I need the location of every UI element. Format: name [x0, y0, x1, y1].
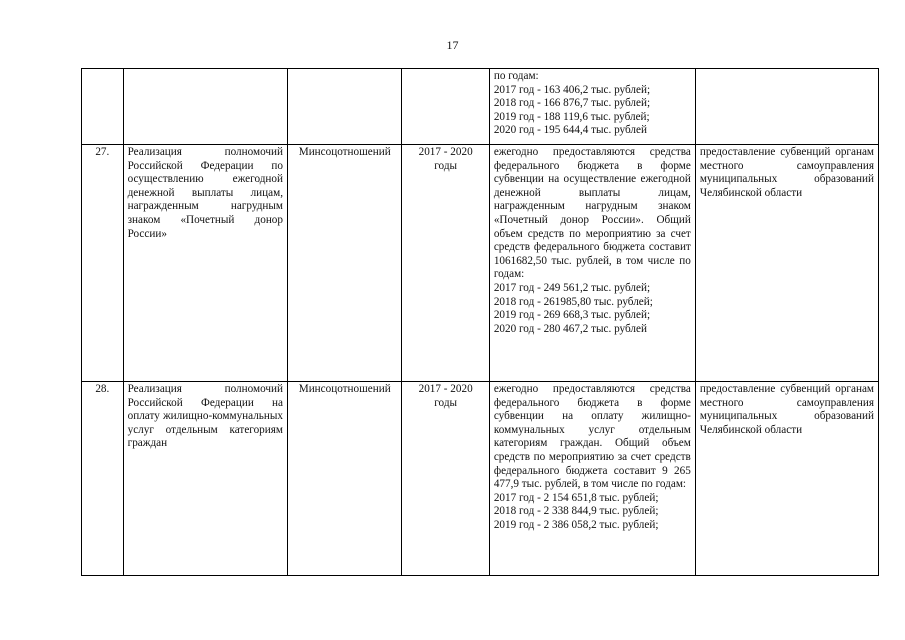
funding-cell — [489, 382, 695, 576]
funding-year-line: 2017 год - 249 561,2 тыс. рублей; — [493, 281, 651, 294]
funding-year-line: 2019 год - 188 119,6 тыс. рублей; — [493, 110, 650, 123]
result: предоставление субвенций органам местного самоуправления муниципальных образований Челябинской области — [695, 382, 878, 576]
table-row — [82, 69, 879, 145]
period: 2017 - 2020 годы — [402, 145, 489, 382]
funding-cell — [489, 145, 695, 382]
funding-text: по годам: — [493, 70, 539, 82]
funding-text: ежегодно предоставляются средства федерального бюджета в форме субвенции на оплату жилищно-коммунальных услуг отдельным категориям граждан. Общий объем средств по мероприятию за счет средств федерального бюджета составит 9 265 477,9 тыс. рублей, в том числе по годам: — [493, 383, 691, 491]
period: 2017 - 2020 годы — [402, 382, 489, 576]
funding-year-line: 2020 год - 280 467,2 тыс. рублей — [493, 322, 647, 335]
result — [695, 69, 878, 145]
funding-year-line: 2020 год - 195 644,4 тыс. рублей — [493, 124, 647, 137]
funding-year-line: 2019 год - 269 668,3 тыс. рублей; — [493, 309, 651, 322]
funding-year-line: 2018 год - 166 876,7 тыс. рублей; — [493, 97, 651, 110]
funding-year-line: 2017 год - 163 406,2 тыс. рублей; — [493, 83, 651, 96]
executor: Минсоцотношений — [288, 145, 402, 382]
funding-year-line: 2018 год - 261985,80 тыс. рублей; — [493, 295, 653, 308]
row-number: 27. — [82, 145, 124, 382]
executor — [288, 69, 402, 145]
row-number: 28. — [82, 382, 124, 576]
table-row — [82, 382, 879, 576]
funding-year-line: 2017 год - 2 154 651,8 тыс. рублей; — [493, 491, 659, 504]
row-number — [82, 69, 124, 145]
funding-year-line: 2019 год - 2 386 058,2 тыс. рублей; — [493, 518, 659, 531]
executor: Минсоцотношений — [288, 382, 402, 576]
measure-name: Реализация полномочий Российской Федерации на оплату жилищно-коммунальных услуг отдельным категориям граждан — [123, 382, 287, 576]
table-row — [82, 145, 879, 382]
funding-cell — [489, 69, 695, 145]
funding-year-line: 2018 год - 2 338 844,9 тыс. рублей; — [493, 505, 659, 518]
result: предоставление субвенций органам местного самоуправления муниципальных образований Челябинской области — [695, 145, 878, 382]
measure-name: Реализация полномочий Российской Федерации по осуществлению ежегодной денежной выплаты лицам, награжденным нагрудным знаком «Почетный донор России» — [123, 145, 287, 382]
page-number: 17 — [446, 38, 459, 52]
period — [402, 69, 489, 145]
funding-text: ежегодно предоставляются средства федерального бюджета в форме субвенции на осуществление ежегодной денежной выплаты лицам, награжденным нагрудным знаком «Почетный донор России». Общий объем средств по мероприятию за счет средств федерального бюджета составит 1061682,50 тыс. рублей, в том числе по годам: — [493, 146, 691, 281]
measure-name — [123, 69, 287, 145]
measures-table — [81, 68, 879, 576]
